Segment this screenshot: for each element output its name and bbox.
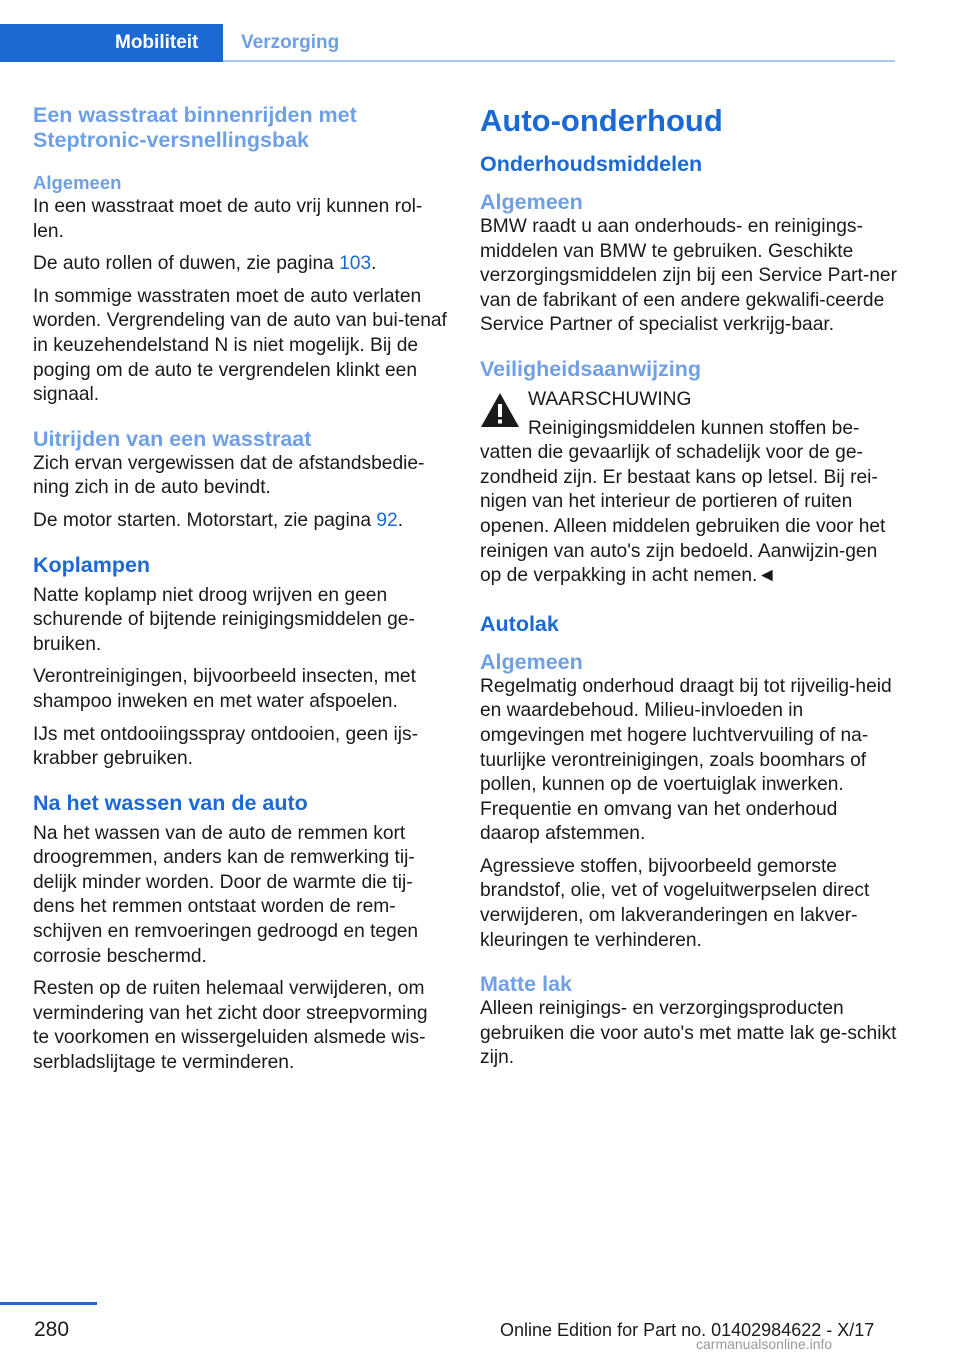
paragraph: Regelmatig onderhoud draagt bij tot rijveilig-heid en waardebehoud. Milieu-invloeden in omgevingen met hogere luchtvervuiling of na-tuurlijke verontreinigingen, zoals boomhars of pollen, kunnen op de voertuiglak inwerken. Frequentie en omvang van het onderhoud daarop afstemmen. [480,675,892,845]
warning-title: WAARSCHUWING [528,388,692,410]
paragraph: BMW raadt u aan onderhouds- en reinigings-middelen van BMW te gebruiken. Geschikte verzorgingsmiddelen zijn bij een Service Part-ner van de fabrikant of een andere gekwalifi-ceerde Service Partner of specialist verkrijg-baar. [480,216,897,336]
heading-matte-lak: Matte lak [480,972,573,997]
heading-autolak: Autolak [480,611,559,636]
page-ref-link[interactable]: 92 [376,509,398,531]
watermark: carmanualsonline.info [696,1336,833,1352]
subheading-algemeen: Algemeen [480,649,583,674]
paragraph: Na het wassen van de auto de remmen kort droogremmen, anders kan de remwerking tij-delijk minder worden. Door de warmte die tij-dens het remmen ontstaat worden de rem-schijven en remvoeringen gedroogd en tegen corrosie beschermd. [33,822,419,967]
paragraph: Alleen reinigings- en verzorgingsproducten gebruiken die voor auto's met matte lak ge-schikt zijn. [480,998,897,1069]
heading-onderhoudsmiddelen: Onderhoudsmiddelen [480,152,703,176]
page-title: Auto-onderhoud [480,103,723,138]
warning-triangle-icon [480,392,520,428]
subheading-algemeen: Algemeen [33,172,122,193]
paragraph: Agressieve stoffen, bijvoorbeeld gemorste brandstof, olie, vet of vogeluitwerpselen direct verwijderen, om lakveranderingen en lakver-kleuringen te verhinderen. [480,855,870,951]
tab-mobiliteit-label: Mobiliteit [115,32,199,53]
tab-mobiliteit[interactable] [0,24,223,62]
heading-na-het-wassen: Na het wassen van de auto [33,790,308,815]
page-number: 280 [34,1318,70,1341]
subheading-algemeen: Algemeen [480,190,583,214]
paragraph: IJs met ontdooiingsspray ontdooien, geen ijs-krabber gebruiken. [33,723,419,770]
heading-uitrijden: Uitrijden van een wasstraat [33,426,312,451]
right-column [480,103,900,1079]
warning-text: Reinigingsmiddelen kunnen stoffen be-vatten die gevaarlijk of schadelijk voor de ge-zondheid zijn. Er bestaat kans op letsel. Bij rei-nigen van het interieur de portieren of ruiten openen. Alleen middelen gebruiken die voor het reinigen van auto's zijn bedoeld. Aanwijzin-gen op de verpakking in acht nemen.◄ [480,417,886,587]
paragraph: De motor starten. Motorstart, zie pagina 92. [33,509,404,531]
edition-text: Online Edition for Part no. 01402984622 - X/17 [500,1320,875,1340]
tab-divider [223,60,895,62]
paragraph: De auto rollen of duwen, zie pagina 103. [33,253,377,275]
paragraph: In een wasstraat moet de auto vrij kunnen rol-len. [33,196,423,242]
tab-bar [0,24,895,62]
warning-block [480,388,900,413]
paragraph: Zich ervan vergewissen dat de afstandsbedie-ning zich in de auto bevindt. [33,452,425,499]
tab-verzorging[interactable]: Verzorging [241,32,340,53]
page-ref-link[interactable]: 103 [339,253,372,275]
paragraph: Natte koplamp niet droog wrijven en geen schurende of bijtende reinigingsmiddelen ge-bruiken. [33,584,415,655]
heading-wasstraat: Een wasstraat binnenrijden met Steptronic-versnellingsbak [33,103,357,152]
paragraph: Verontreinigingen, bijvoorbeeld insecten, met shampoo inweken en met water afspoelen. [33,666,416,712]
heading-koplampen: Koplampen [33,552,151,577]
left-column [33,103,448,1084]
paragraph: Resten op de ruiten helemaal verwijderen, om vermindering van het zicht door streepvorming te voorkomen en wissergeluiden alsmede wis-serbladslijtage te verminderen. [33,978,428,1074]
paragraph: In sommige wasstraten moet de auto verlaten worden. Vergrendeling van de auto van bui-tenaf in keuzehendelstand N is niet mogelijk. Bij de poging om de auto te vergrendelen klinkt een signaal. [33,285,447,406]
heading-veiligheidsaanwijzing: Veiligheidsaanwijzing [480,356,702,381]
footer-accent-line [0,1302,97,1305]
